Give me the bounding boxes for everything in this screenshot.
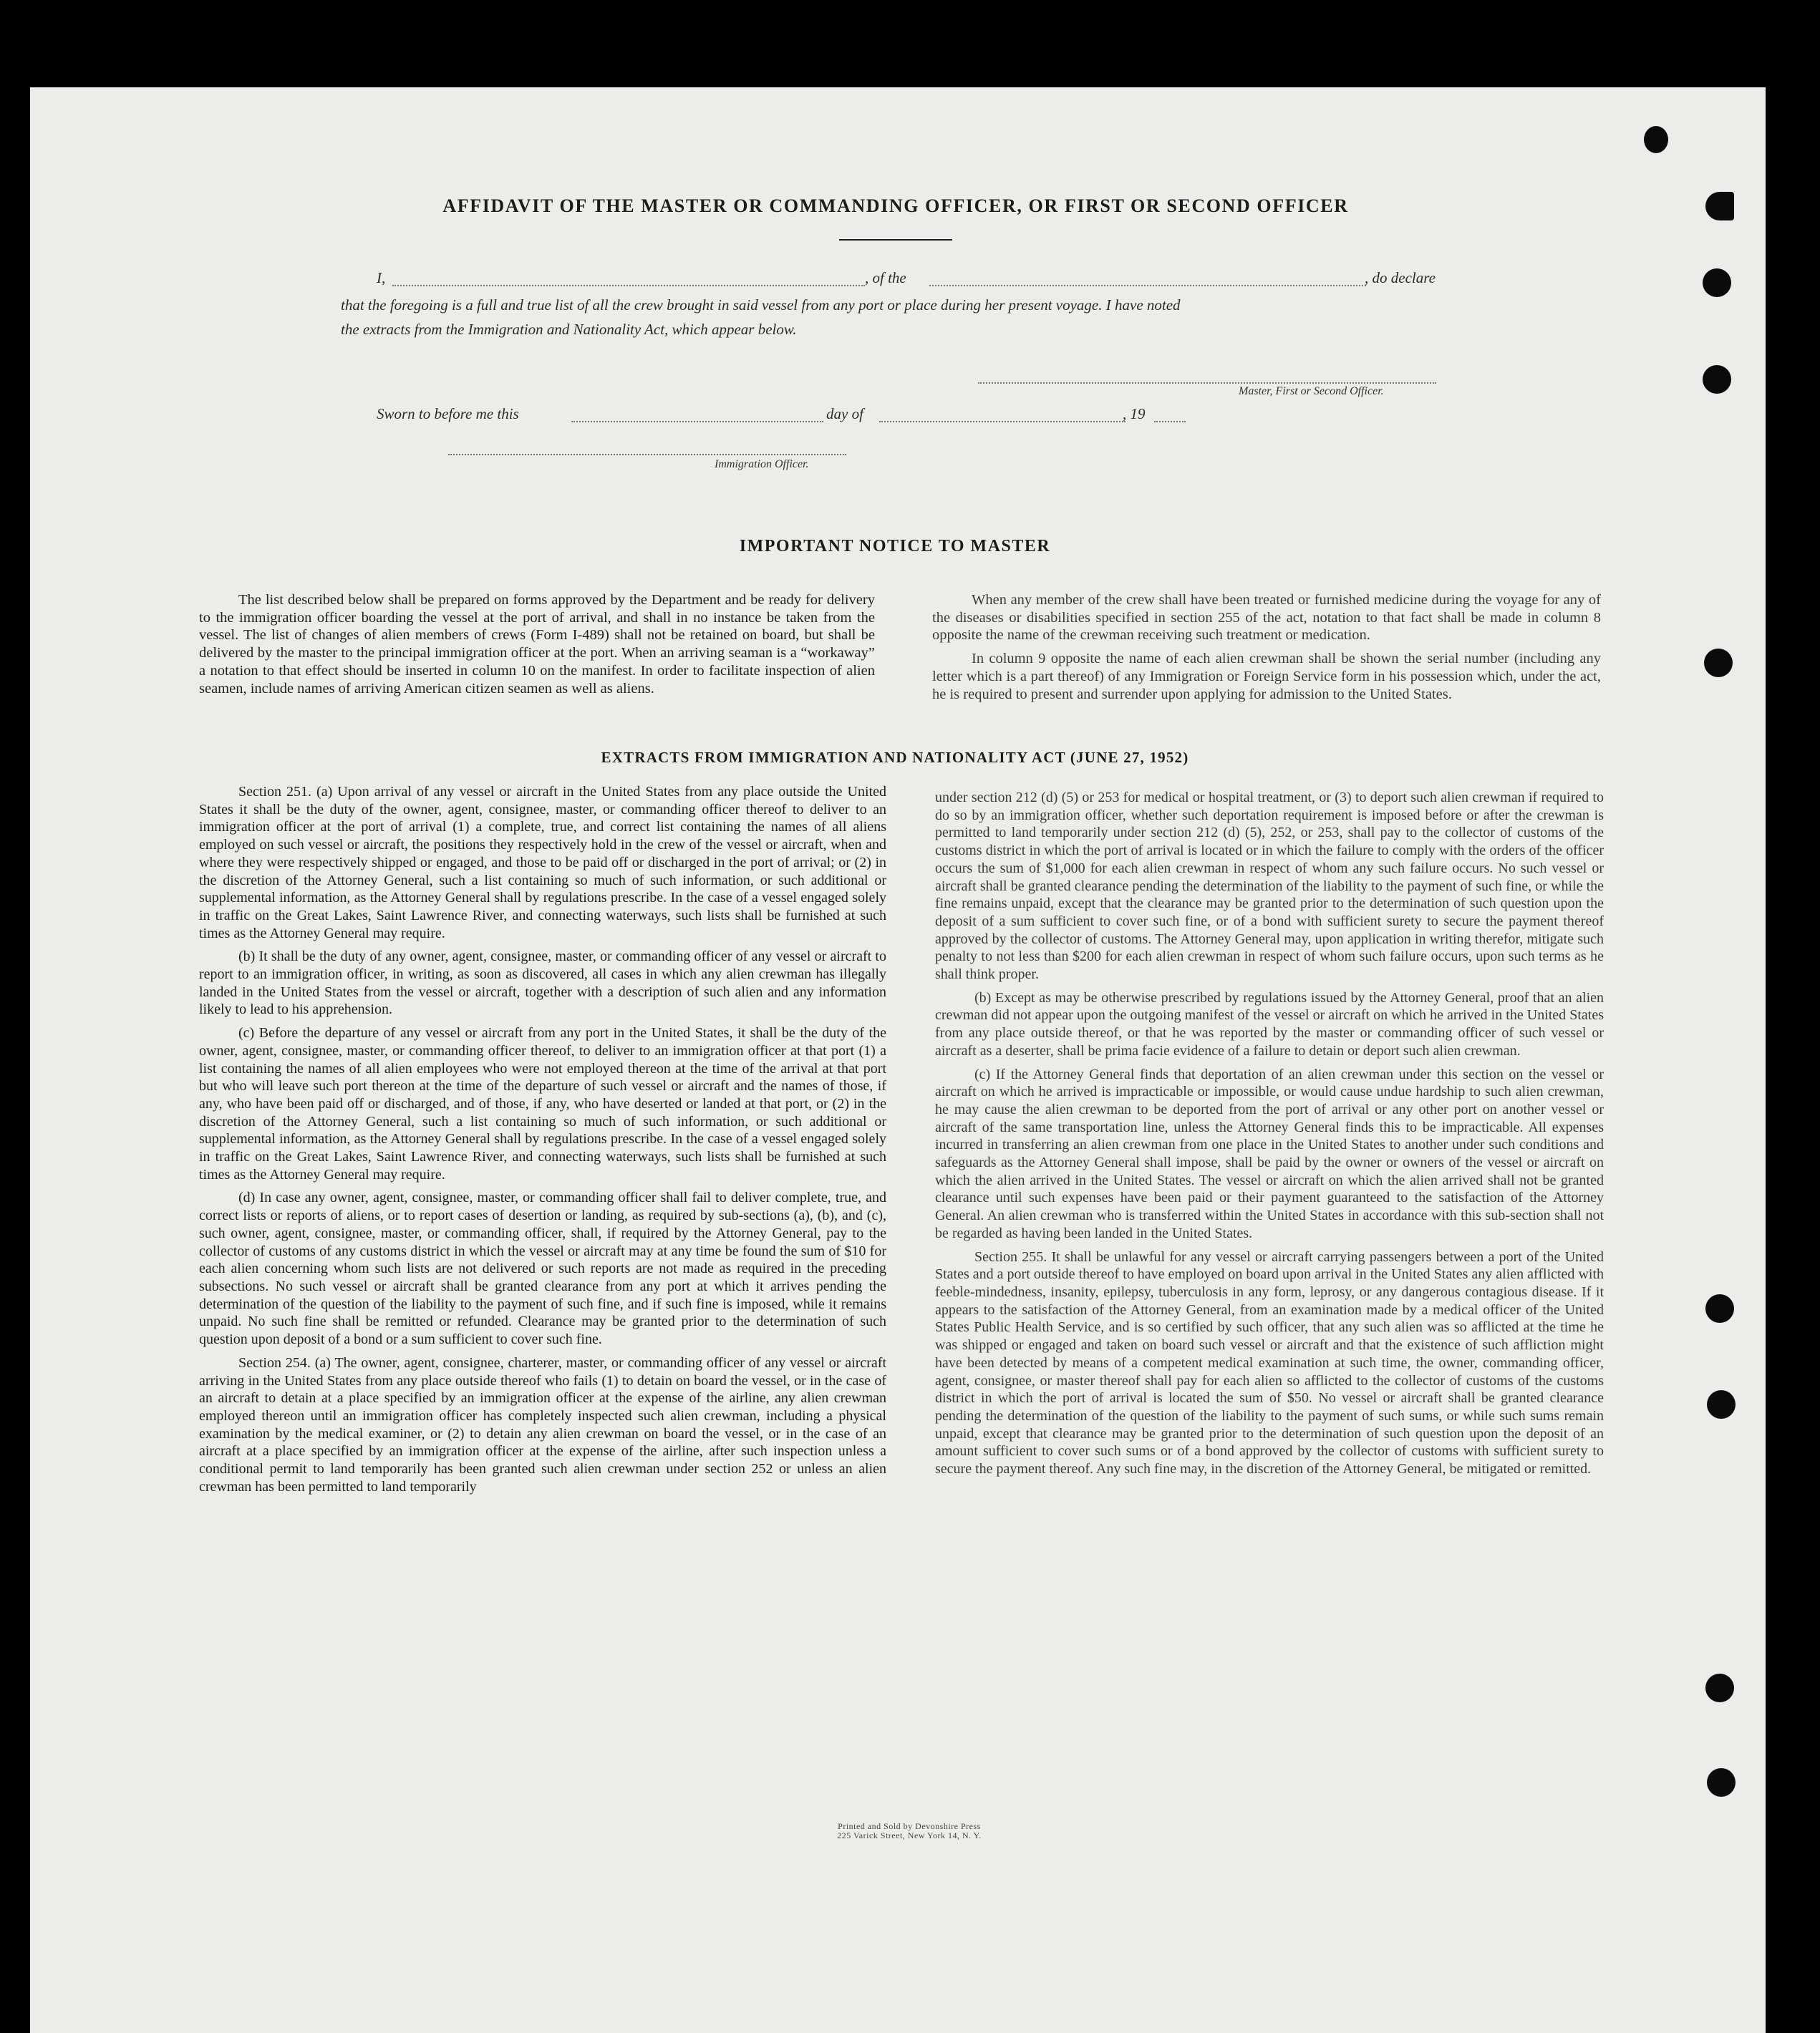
section-251-c: (c) Before the departure of any vessel or aircraft from any port in the United States, it shall be the duty of the owner, agent, consignee, master, or commanding officer thereof, to deliver to an immigration officer at that port (1) a list containing the names of all alien employees who were not employed thereon at the time of the arrival at that port but who will leave such port thereon at the time of the departure of such vessel or aircraft and the names of those, if any, who have been paid off or discharged, and of those, if any, who have deserted or landed at that port, or (2) in the discretion of the Attorney General, such a list containing so much of such information, or such additional or supplemental information, as the Attorney General shall by regulations prescribe. In the case of a vessel engaged solely in traffic on the Great Lakes, Saint Lawrence River, and connecting waterways, such lists shall be furnished at such times as the Attorney General may require. [199, 1025, 886, 1183]
section-251-a: Section 251. (a) Upon arrival of any vessel or aircraft in the United States from any place outside the United States it shall be the duty of the owner, agent, consignee, master, or commanding officer thereof to deliver to an immigration officer at the port of arrival (1) a complete, true, and correct list containing the names of all aliens employed on such vessel or aircraft, the positions they respectively hold in the crew of the vessel or aircraft, when and where they were respectively shipped or engaged, and those to be paid off or discharged in the port of arrival; or (2) in the discretion of the Attorney General, such a list containing so much of such information, or such additional or supplemental information, as the Attorney General shall by regulations prescribe. In the case of a vessel engaged solely in traffic on the Great Lakes, Saint Lawrence River, and connecting waterways, such lists shall be furnished at such times as the Attorney General may require. [199, 784, 886, 941]
punch-hole-9 [1707, 1768, 1736, 1797]
sworn-year-field[interactable] [1154, 421, 1186, 422]
section-251-b: (b) It shall be the duty of any owner, agent, consignee, master, or commanding officer of any vessel or aircraft to report to an immigration officer, in writing, as soon as discovered, all cases in which any alien crewman has illegally landed in the United States from the vessel or aircraft, together with a description of such alien and any information likely to lead to his apprehension. [199, 948, 886, 1018]
punch-hole-7 [1707, 1390, 1736, 1419]
punch-hole-8 [1705, 1674, 1734, 1702]
printer-imprint [788, 1822, 1031, 1840]
notice-right-column [932, 591, 1601, 709]
master-signature-field[interactable] [978, 382, 1436, 384]
sworn-label: Sworn to before me this [377, 405, 519, 422]
officer-signature-field[interactable] [448, 454, 846, 455]
sworn-day-field[interactable] [571, 421, 823, 422]
printer-line-1: Printed and Sold by Devonshire Press [838, 1821, 981, 1831]
section-254-b: (b) Except as may be otherwise prescribed by regulations issued by the Attorney General, proof that an alien crewman did not appear upon the outgoing manifest of the vessel or aircraft on which he arrived in the United States from any place outside thereof, or that he was reported by the master or commanding officer of such vessel or aircraft as a deserter, shall be prima facie evidence of a failure to detain or deport such alien crewman. [935, 989, 1604, 1059]
section-254-a: Section 254. (a) The owner, agent, consignee, charterer, master, or commanding officer of any vessel or aircraft arriving in the United States from any place outside thereof who fails (1) to detain on board the vessel, or in the case of an aircraft to detain at a place specified by an immigration officer at the expense of the airline, any alien crewman employed thereon until an immigration officer has completely inspected such alien crewman, including a physical examination by the medical examiner, or (2) to detain any alien crewman on board the vessel, or in the case of an aircraft at a place specified by an immigration officer at the expense of the airline, after such inspection unless a conditional permit to land temporarily has been granted such alien crewman under section 252 or unless an alien crewman has been permitted to land temporarily [199, 1354, 886, 1495]
printer-line-2: 225 Varick Street, New York 14, N. Y. [837, 1830, 982, 1840]
extracts-left-column [199, 783, 886, 1501]
section-254-c: (c) If the Attorney General finds that deportation of an alien crewman under this section on the vessel or aircraft on which he arrived is impracticable or impossible, or would cause undue hardship to such alien crewman, he may cause the alien crewman to be deported from the port of arrival or any other port on another vessel or aircraft of the same transportation line, unless the Attorney General finds this to be impracticable. All expenses incurred in transferring an alien crewman from one place in the United States to another under such conditions and safeguards as the Attorney General shall impose, shall be paid by the owner or owners of the vessel or aircraft on which the alien arrived in the United States. The vessel or aircraft on which the alien arrived shall not be granted clearance until such expenses have been paid or their payment guaranteed to the satisfaction of the Attorney General. An alien crewman who is transferred within the United States in accordance with this sub-section shall not be regarded as having been landed in the United States. [935, 1066, 1604, 1241]
extracts-title: EXTRACTS FROM IMMIGRATION AND NATIONALITY ACT (JUNE 27, 1952) [601, 749, 1189, 766]
declarant-name-field[interactable] [392, 285, 865, 286]
sworn-month-field[interactable] [879, 421, 1126, 422]
title-underline [839, 239, 952, 241]
day-of-label: day of [826, 405, 863, 422]
section-254-a-continued: under section 212 (d) (5) or 253 for medical or hospital treatment, or (3) to deport such alien crewman if required to do so by an immigration officer, whether such deportation requirement is imposed before or after the crewman is permitted to land temporarily under section 212 (d) (5), 252, or 253, shall pay to the collector of customs of the customs district in which the port of arrival is located or in which the failure to comply with the orders of the officer occurs the sum of $1,000 for each alien crewman in respect of whom any such failure occurs. No such vessel or aircraft shall be granted clearance pending the determination of the liability to the payment of such fine, or while the fine remains unpaid, except that the clearance may be granted prior to the determination of such question upon the deposit of a sum sufficient to cover such fine, or of a bond with sufficient surety to secure the payment thereof approved by the collector of customs. The Attorney General may, upon application in writing therefor, mitigate such penalty to not less than $200 for each alien crewman in respect of whom such failure occurs, upon such terms as he shall think proper. [935, 790, 1604, 983]
section-251-d: (d) In case any owner, agent, consignee, master, or commanding officer shall fail to deliver complete, true, and correct lists or reports of aliens, or to report cases of desertion or landing, as required by sub-sections (a), (b), and (c), such owner, agent, consignee, master, or commanding officer, shall, if required by the Attorney General, pay to the collector of customs of any customs district in which the vessel or aircraft may at any time be found the sum of $10 for each alien concerning whom such lists are not delivered or such reports are not made as required in the preceding subsections. No such vessel or aircraft shall be granted clearance from any port at which it arrives pending the determination of the question of the liability to the payment of such fine, and if such fine is imposed, while it remains unpaid. No such fine shall be remitted or refunded. Clearance may be granted prior to the determination of such question upon deposit of a bond or a sum sufficient to cover such fine. [199, 1190, 886, 1348]
vessel-name-field[interactable] [929, 285, 1366, 286]
year-label: , 19 [1123, 405, 1146, 422]
notice-right-paragraph-2: In column 9 opposite the name of each alien crewman shall be shown the serial number (including any letter which is a part thereof) of any Immigration or Foreign Service form in his possession which, under the act, he is required to present and surrender upon applying for admission to the United States. [932, 651, 1601, 702]
master-caption: Master, First or Second Officer. [1239, 385, 1384, 397]
affidavit-title: AFFIDAVIT OF THE MASTER OR COMMANDING OFFICER, OR FIRST OR SECOND OFFICER [442, 195, 1349, 216]
punch-hole-2 [1705, 192, 1734, 220]
officer-caption: Immigration Officer. [715, 458, 809, 470]
section-255: Section 255. It shall be unlawful for any vessel or aircraft carrying passengers between a port of the United States and a port outside thereof to have employed on board upon arrival in the United States any alien afflicted with feeble-mindedness, insanity, epilepsy, tuberculosis in any form, leprosy, or any dangerous contagious disease. If it appears to the satisfaction of the Attorney General, from an examination made by a medical officer of the United States Public Health Service, and is so certified by such officer, that any such alien was so afflicted at the time he was shipped or engaged and taken on board such vessel or aircraft and that the existence of such affliction might have been detected by means of a competent medical examination at such time, the owner, commanding officer, agent, consignee, or master thereof shall pay for each alien so afflicted to the collector of customs of the customs district in which the port of arrival is located the sum of $50. No vessel or aircraft shall be granted clearance pending the determination of the question of the liability to the payment of such sums, or while such sums remain unpaid, except that clearance may be granted prior to the determination of such question upon the deposit of an amount sufficient to cover such sums or of a bond approved by the collector of customs with sufficient surety to secure the payment thereof. Any such fine may, in the discretion of the Attorney General, be mitigated or remitted. [935, 1248, 1604, 1478]
punch-hole-3 [1703, 268, 1731, 297]
extracts-right-column [935, 789, 1604, 1484]
punch-hole-1 [1644, 126, 1668, 153]
notice-right-paragraph-1: When any member of the crew shall have been treated or furnished medicine during the voyage for any of the diseases or disabilities specified in section 255 of the act, notation to that fact shall be made in column 8 opposite the name of the crewman receiving such treatment or medication. [932, 592, 1601, 644]
notice-title: IMPORTANT NOTICE TO MASTER [739, 537, 1051, 555]
affidavit-i-label: I, [377, 269, 386, 286]
notice-left-paragraph: The list described below shall be prepared on forms approved by the Department and be ready for delivery to the immigration officer boarding the vessel at the port of arrival, and shall in no instance be taken from the vessel. The list of changes of alien members of crews (Form I-489) shall not be retained on board, but shall be delivered by the master to the principal immigration officer at the port. When an arriving seaman is a “workaway” a notation to that effect should be inserted in column 10 on the manifest. In order to facilitate inspection of alien seamen, include names of arriving American citizen seamen as well as aliens. [199, 592, 875, 697]
notice-left-column [199, 591, 875, 703]
punch-hole-4 [1703, 365, 1731, 394]
punch-hole-6 [1705, 1294, 1734, 1323]
affidavit-line-3: the extracts from the Immigration and Nationality Act, which appear below. [341, 321, 797, 338]
of-the-label: , of the [865, 269, 906, 286]
do-declare-label: , do declare [1365, 269, 1436, 286]
punch-hole-5 [1704, 649, 1733, 677]
affidavit-line-2: that the foregoing is a full and true list of all the crew brought in said vessel from any port or place during her present voyage. I have noted [341, 296, 1181, 314]
